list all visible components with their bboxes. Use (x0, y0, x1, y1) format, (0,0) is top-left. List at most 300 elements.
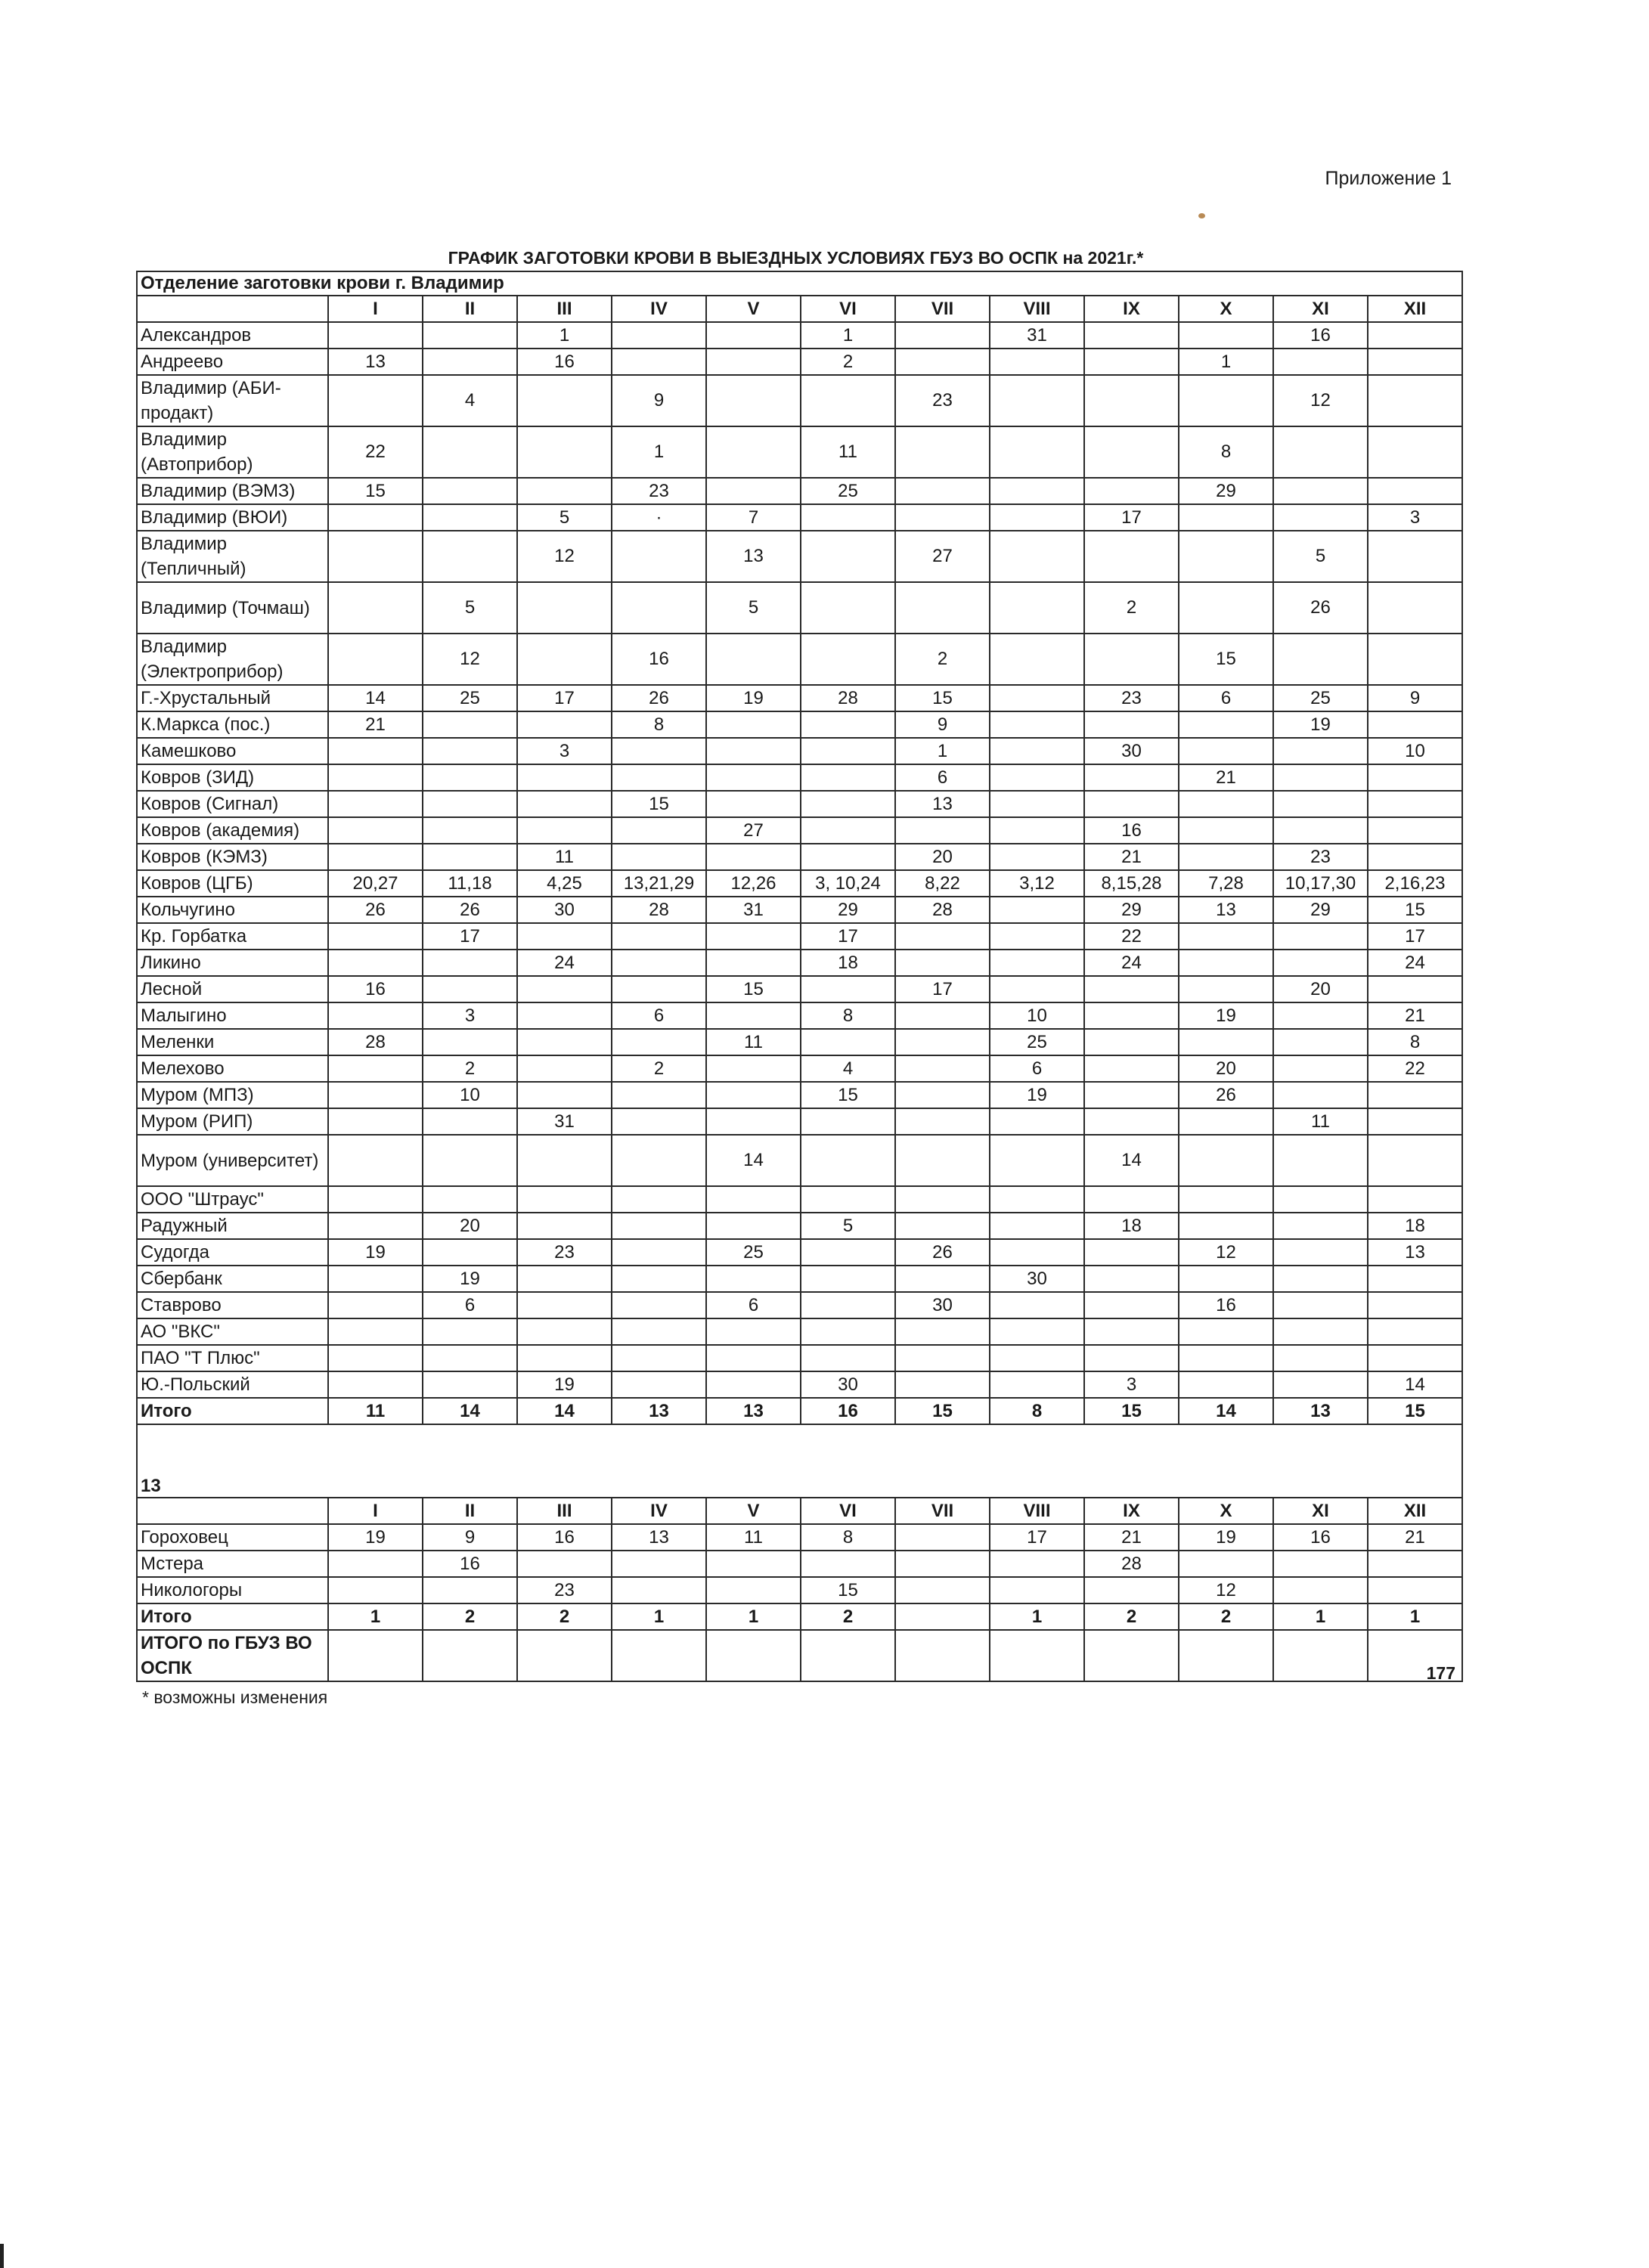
table-row (137, 1029, 1462, 1055)
date-cell: 25 (990, 1029, 1084, 1055)
date-cell: 28 (612, 897, 706, 923)
date-cell (990, 764, 1084, 791)
date-cell (1084, 1630, 1179, 1681)
date-cell (328, 531, 423, 582)
date-cell: 15 (1368, 1398, 1462, 1424)
date-cell: 16 (1084, 817, 1179, 844)
date-cell (801, 764, 895, 791)
date-cell (895, 1371, 990, 1398)
date-cell (1084, 1186, 1179, 1213)
date-cell (706, 950, 801, 976)
date-cell: 8 (612, 711, 706, 738)
date-cell: 6 (895, 764, 990, 791)
date-cell: 7,28 (1179, 870, 1273, 897)
row-label: Меленки (137, 1029, 328, 1055)
date-cell: 2 (423, 1603, 517, 1630)
row-label: Никологоры (137, 1577, 328, 1603)
row-label: АО "ВКС" (137, 1318, 328, 1345)
date-cell (895, 1002, 990, 1029)
month-header: X (1179, 296, 1273, 322)
date-cell (895, 322, 990, 349)
date-cell: 8 (801, 1002, 895, 1029)
row-label: Ю.-Польский (137, 1371, 328, 1398)
date-cell (1179, 504, 1273, 531)
date-cell (990, 711, 1084, 738)
date-cell (706, 1551, 801, 1577)
row-label: Мелехово (137, 1055, 328, 1082)
date-cell: 16 (1273, 1524, 1368, 1551)
date-cell (990, 950, 1084, 976)
date-cell (1273, 349, 1368, 375)
date-cell: 16 (328, 976, 423, 1002)
date-cell: 5 (801, 1213, 895, 1239)
date-cell: 14 (706, 1135, 801, 1186)
row-label: ПАО "Т Плюс" (137, 1345, 328, 1371)
table-row (137, 1551, 1462, 1577)
date-cell: 2 (1084, 582, 1179, 634)
month-header: XI (1273, 296, 1368, 322)
date-cell (328, 738, 423, 764)
date-cell (1273, 791, 1368, 817)
date-cell: 30 (895, 1292, 990, 1318)
row-label: Владимир (Автоприбор) (137, 426, 328, 478)
date-cell (517, 1292, 612, 1318)
date-cell (328, 1371, 423, 1398)
date-cell (706, 322, 801, 349)
date-cell: 13 (706, 531, 801, 582)
date-cell (1179, 1266, 1273, 1292)
date-cell (1273, 1630, 1368, 1681)
date-cell: 22 (1368, 1055, 1462, 1082)
table-row (137, 738, 1462, 764)
date-cell (706, 1213, 801, 1239)
month-header: III (517, 1498, 612, 1524)
table-row (137, 870, 1462, 897)
row-label: Г.-Хрустальный (137, 685, 328, 711)
date-cell: 17 (1084, 504, 1179, 531)
date-cell (801, 504, 895, 531)
date-cell (990, 478, 1084, 504)
date-cell (990, 1345, 1084, 1371)
date-cell: 19 (328, 1524, 423, 1551)
section2-label: 13 (137, 1473, 1462, 1498)
table-row (137, 1292, 1462, 1318)
date-cell: 8 (1368, 1029, 1462, 1055)
date-cell: 23 (612, 478, 706, 504)
date-cell (990, 1318, 1084, 1345)
date-cell (328, 1551, 423, 1577)
grand-total-row (137, 1630, 1462, 1681)
date-cell (612, 1029, 706, 1055)
date-cell: 25 (1273, 685, 1368, 711)
date-cell (1084, 531, 1179, 582)
date-cell: 11 (801, 426, 895, 478)
date-cell (1273, 1029, 1368, 1055)
date-cell: 30 (1084, 738, 1179, 764)
date-cell (612, 738, 706, 764)
date-cell (895, 582, 990, 634)
date-cell: 10 (1368, 738, 1462, 764)
row-label: К.Маркса (пос.) (137, 711, 328, 738)
date-cell (706, 1055, 801, 1082)
date-cell (1084, 1292, 1179, 1318)
date-cell (706, 634, 801, 685)
date-cell (328, 791, 423, 817)
date-cell (990, 685, 1084, 711)
date-cell: 9 (1368, 685, 1462, 711)
date-cell (990, 844, 1084, 870)
date-cell (1368, 1135, 1462, 1186)
table-row (137, 844, 1462, 870)
date-cell: 14 (1179, 1398, 1273, 1424)
date-cell: 3 (1084, 1371, 1179, 1398)
date-cell (990, 1551, 1084, 1577)
row-label: Ковров (Сигнал) (137, 791, 328, 817)
row-label: Малыгино (137, 1002, 328, 1029)
date-cell (990, 791, 1084, 817)
date-cell: 15 (1179, 634, 1273, 685)
date-cell: 5 (423, 582, 517, 634)
date-cell: 20 (1179, 1055, 1273, 1082)
date-cell: 23 (895, 375, 990, 426)
date-cell (1273, 764, 1368, 791)
date-cell (612, 1266, 706, 1292)
date-cell (423, 1371, 517, 1398)
date-cell (801, 1292, 895, 1318)
date-cell (423, 817, 517, 844)
date-cell: 8 (990, 1398, 1084, 1424)
row-label: Кр. Горбатка (137, 923, 328, 950)
date-cell (1368, 1266, 1462, 1292)
date-cell (423, 844, 517, 870)
date-cell: 30 (517, 897, 612, 923)
date-cell (1084, 1082, 1179, 1108)
date-cell (706, 478, 801, 504)
date-cell (1179, 1345, 1273, 1371)
date-cell (1273, 1055, 1368, 1082)
date-cell (895, 1135, 990, 1186)
date-cell: 29 (801, 897, 895, 923)
paper-speck (1198, 213, 1205, 218)
month-header: I (328, 1498, 423, 1524)
date-cell (1084, 1055, 1179, 1082)
date-cell (1179, 1318, 1273, 1345)
month-header: XII (1368, 296, 1462, 322)
date-cell (990, 1239, 1084, 1266)
date-cell (895, 349, 990, 375)
month-header-row (137, 1498, 1462, 1524)
table-row (137, 1108, 1462, 1135)
date-cell (706, 1266, 801, 1292)
date-cell: 23 (1273, 844, 1368, 870)
date-cell (801, 1029, 895, 1055)
date-cell: 29 (1084, 897, 1179, 923)
table-row (137, 322, 1462, 349)
date-cell (706, 1108, 801, 1135)
date-cell (1179, 844, 1273, 870)
date-cell (423, 1318, 517, 1345)
date-cell: 8 (1179, 426, 1273, 478)
month-header: VII (895, 296, 990, 322)
date-cell (423, 1186, 517, 1213)
date-cell (517, 426, 612, 478)
date-cell: 3 (517, 738, 612, 764)
date-cell (328, 817, 423, 844)
table-row (137, 923, 1462, 950)
date-cell (1084, 1345, 1179, 1371)
month-header-row (137, 296, 1462, 322)
date-cell (990, 1577, 1084, 1603)
date-cell (1084, 1577, 1179, 1603)
date-cell (328, 844, 423, 870)
date-cell: 11 (328, 1398, 423, 1424)
date-cell (517, 1055, 612, 1082)
date-cell: 12 (1179, 1577, 1273, 1603)
footnote: * возможны изменения (142, 1687, 328, 1707)
date-cell: 11 (706, 1524, 801, 1551)
date-cell (423, 791, 517, 817)
date-cell (1179, 738, 1273, 764)
date-cell (895, 923, 990, 950)
date-cell: 9 (612, 375, 706, 426)
date-cell (1368, 1577, 1462, 1603)
row-label: Владимир (Тепличный) (137, 531, 328, 582)
date-cell: 1 (612, 1603, 706, 1630)
date-cell: 26 (1179, 1082, 1273, 1108)
date-cell (990, 426, 1084, 478)
row-label: Камешково (137, 738, 328, 764)
date-cell: 15 (895, 1398, 990, 1424)
date-cell (1084, 634, 1179, 685)
date-cell (517, 764, 612, 791)
date-cell (517, 1266, 612, 1292)
date-cell (612, 1082, 706, 1108)
month-header: IX (1084, 1498, 1179, 1524)
date-cell (1273, 1135, 1368, 1186)
date-cell (517, 1082, 612, 1108)
date-cell (328, 1345, 423, 1371)
table-row (137, 1524, 1462, 1551)
date-cell (328, 1630, 423, 1681)
table-row (137, 1577, 1462, 1603)
date-cell (1273, 1186, 1368, 1213)
date-cell (801, 1551, 895, 1577)
date-cell (895, 1186, 990, 1213)
date-cell: 12 (1179, 1239, 1273, 1266)
date-cell: 1 (328, 1603, 423, 1630)
date-cell: 8,15,28 (1084, 870, 1179, 897)
date-cell: 19 (328, 1239, 423, 1266)
date-cell: 12 (423, 634, 517, 685)
date-cell: 15 (895, 685, 990, 711)
date-cell (423, 976, 517, 1002)
date-cell: 24 (1084, 950, 1179, 976)
date-cell: 11 (706, 1029, 801, 1055)
date-cell (1179, 1213, 1273, 1239)
table-row (137, 582, 1462, 634)
row-label: Судогда (137, 1239, 328, 1266)
date-cell: 14 (1368, 1371, 1462, 1398)
date-cell: 5 (1273, 531, 1368, 582)
date-cell (1084, 976, 1179, 1002)
date-cell (517, 582, 612, 634)
date-cell: 20 (423, 1213, 517, 1239)
date-cell (895, 1524, 990, 1551)
date-cell (612, 1239, 706, 1266)
date-cell (990, 1292, 1084, 1318)
date-cell: 10 (990, 1002, 1084, 1029)
date-cell: 21 (328, 711, 423, 738)
date-cell: 10 (423, 1082, 517, 1108)
date-cell: 3 (1368, 504, 1462, 531)
date-cell (990, 634, 1084, 685)
date-cell: 1 (801, 322, 895, 349)
date-cell: 13 (328, 349, 423, 375)
date-cell (612, 817, 706, 844)
date-cell (1368, 531, 1462, 582)
date-cell (1179, 1135, 1273, 1186)
table-row (137, 1345, 1462, 1371)
document-title: ГРАФИК ЗАГОТОВКИ КРОВИ В ВЫЕЗДНЫХ УСЛОВИЯХ ГБУЗ ВО ОСПК на 2021г.* (448, 248, 1144, 268)
date-cell (328, 923, 423, 950)
date-cell (706, 349, 801, 375)
date-cell (612, 1551, 706, 1577)
month-header: IV (612, 1498, 706, 1524)
month-header: XI (1273, 1498, 1368, 1524)
date-cell (423, 1345, 517, 1371)
date-cell: 2 (423, 1055, 517, 1082)
date-cell (990, 1135, 1084, 1186)
date-cell: 13,21,29 (612, 870, 706, 897)
date-cell: 21 (1368, 1524, 1462, 1551)
date-cell (990, 1630, 1084, 1681)
date-cell: 14 (328, 685, 423, 711)
date-cell (706, 711, 801, 738)
date-cell: 5 (517, 504, 612, 531)
month-header: V (706, 1498, 801, 1524)
row-label: Муром (университет) (137, 1135, 328, 1186)
spacer-row (137, 1424, 1462, 1473)
date-cell (328, 1002, 423, 1029)
date-cell (517, 711, 612, 738)
date-cell (990, 923, 1084, 950)
date-cell: 15 (801, 1577, 895, 1603)
date-cell (517, 791, 612, 817)
date-cell (1368, 817, 1462, 844)
date-cell (612, 1345, 706, 1371)
table-row (137, 1055, 1462, 1082)
date-cell (990, 1186, 1084, 1213)
date-cell: 28 (801, 685, 895, 711)
table-row (137, 976, 1462, 1002)
date-cell: 31 (517, 1108, 612, 1135)
date-cell (1273, 1292, 1368, 1318)
date-cell: 21 (1368, 1002, 1462, 1029)
date-cell (1179, 1186, 1273, 1213)
date-cell: 2 (517, 1603, 612, 1630)
row-label: Владимир (Точмаш) (137, 582, 328, 634)
date-cell: 13 (895, 791, 990, 817)
date-cell: 2 (1179, 1603, 1273, 1630)
date-cell: 1 (706, 1603, 801, 1630)
date-cell: 6 (706, 1292, 801, 1318)
date-cell (1368, 1082, 1462, 1108)
date-cell (801, 1239, 895, 1266)
date-cell: 16 (1179, 1292, 1273, 1318)
date-cell (423, 711, 517, 738)
date-cell (1273, 1213, 1368, 1239)
row-label: Сбербанк (137, 1266, 328, 1292)
date-cell (612, 1630, 706, 1681)
date-cell (1273, 1345, 1368, 1371)
table-row (137, 634, 1462, 685)
spacer-cell (137, 1424, 1462, 1473)
date-cell: 17 (801, 923, 895, 950)
date-cell (990, 349, 1084, 375)
date-cell: 16 (1273, 322, 1368, 349)
date-cell: 28 (1084, 1551, 1179, 1577)
date-cell: 13 (1368, 1239, 1462, 1266)
date-cell: 23 (517, 1577, 612, 1603)
date-cell (801, 738, 895, 764)
date-cell (801, 817, 895, 844)
date-cell (1273, 426, 1368, 478)
row-label: Лесной (137, 976, 328, 1002)
date-cell (328, 1082, 423, 1108)
date-cell (1368, 1108, 1462, 1135)
date-cell (328, 1577, 423, 1603)
row-label: Ковров (ЦГБ) (137, 870, 328, 897)
scan-edge-mark (0, 2244, 4, 2268)
row-label: Андреево (137, 349, 328, 375)
row-label: Муром (РИП) (137, 1108, 328, 1135)
date-cell (990, 1108, 1084, 1135)
date-cell: 17 (990, 1524, 1084, 1551)
date-cell (801, 1108, 895, 1135)
date-cell (517, 1029, 612, 1055)
date-cell (801, 791, 895, 817)
date-cell (1273, 950, 1368, 976)
date-cell: 1 (612, 426, 706, 478)
date-cell: 8 (801, 1524, 895, 1551)
date-cell (612, 976, 706, 1002)
date-cell (801, 375, 895, 426)
date-cell: 2 (612, 1055, 706, 1082)
date-cell (612, 531, 706, 582)
date-cell: 3,12 (990, 870, 1084, 897)
date-cell: 1 (1273, 1603, 1368, 1630)
date-cell: 19 (1179, 1002, 1273, 1029)
date-cell: 16 (517, 1524, 612, 1551)
schedule-sheet (136, 271, 1463, 1682)
date-cell (801, 1186, 895, 1213)
date-cell (1273, 1551, 1368, 1577)
date-cell (1179, 1371, 1273, 1398)
table-row (137, 791, 1462, 817)
date-cell (706, 738, 801, 764)
table-row (137, 1186, 1462, 1213)
date-cell: 6 (1179, 685, 1273, 711)
date-cell (328, 1186, 423, 1213)
date-cell: 12 (517, 531, 612, 582)
date-cell (1084, 1108, 1179, 1135)
date-cell (1368, 764, 1462, 791)
date-cell (1368, 791, 1462, 817)
table-row (137, 1002, 1462, 1029)
date-cell: 14 (517, 1398, 612, 1424)
date-cell (706, 1345, 801, 1371)
row-label: Ликино (137, 950, 328, 976)
